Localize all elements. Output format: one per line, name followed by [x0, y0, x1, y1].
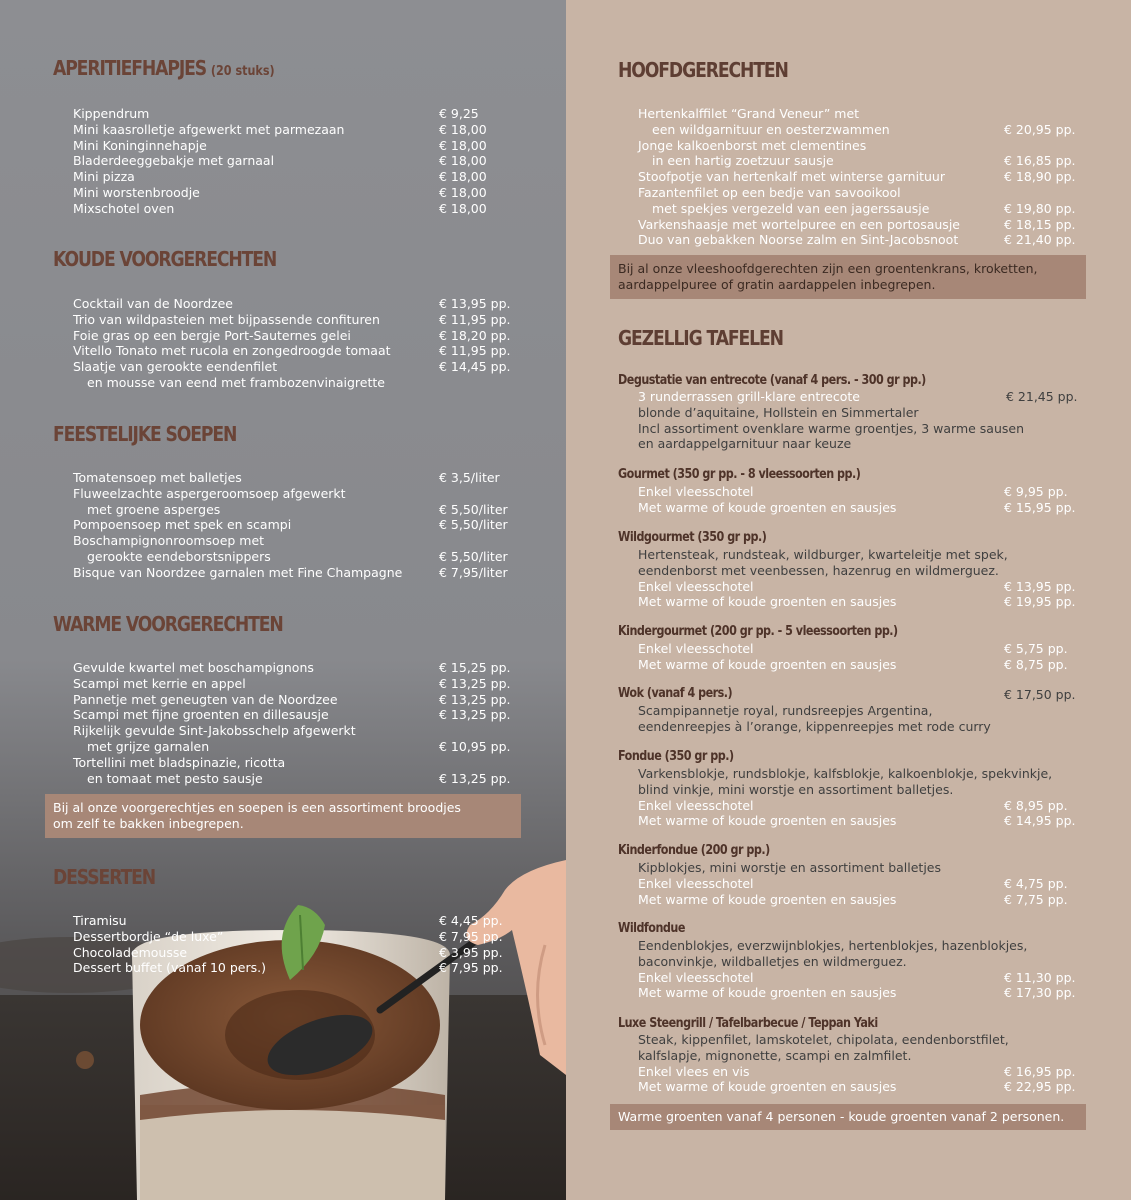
section-title-aperitief: APERITIEFHAPJES (20 stuks) [53, 56, 275, 80]
menu-item: Met warme of koude groenten en sausjes € 17,30 pp. [638, 985, 1076, 1001]
menu-item: Met warme of koude groenten en sausjes € 22,95 pp. [638, 1079, 1076, 1095]
hoofdgerechten-list [638, 106, 1078, 248]
wildgourmet-list [638, 547, 1078, 610]
menu-description: Varkensblokje, rundsblokje, kalfsblokje, kalkoenblokje, spekvinkje, [638, 766, 1053, 781]
menu-item: € 17,50 pp. [1004, 687, 1076, 702]
groenten-note: Warme groenten vanaf 4 personen - koude groenten vanaf 2 personen. [610, 1104, 1086, 1130]
steengrill-list [638, 1032, 1078, 1095]
menu-item: Met warme of koude groenten en sausjes € 8,75 pp. [638, 656, 1068, 672]
section-title-tafelen: GEZELLIG TAFELEN [618, 326, 783, 350]
menu-description: kalfslapje, mignonette, scampi en zalmfilet. [638, 1047, 912, 1063]
sub-head-fondue: Fondue (350 gr pp.) [618, 749, 734, 764]
menu-item: met spekjes vergezeld van een jagerssausje € 19,80 pp. [652, 200, 1076, 216]
menu-item: Bladerdeeggebakje met garnaal € 18,00 [73, 153, 487, 169]
section-title-hoofdgerechten: HOOFDGERECHTEN [618, 58, 788, 82]
menu-item: Gevulde kwartel met boschampignons € 15,25 pp. [73, 660, 511, 675]
sub-head-kindergourmet: Kindergourmet (200 gr pp. - 5 vleessoorten pp.) [618, 624, 898, 639]
menu-item: Chocolademousse € 3,95 pp. [73, 944, 503, 960]
section-title-soepen: FEESTELIJKE SOEPEN [53, 422, 237, 446]
wok-list [638, 703, 1078, 735]
menu-item: Cocktail van de Noordzee € 13,95 pp. [73, 296, 511, 311]
menu-item: Mini pizza € 18,00 [73, 169, 487, 185]
sub-head-wildfondue: Wildfondue [618, 921, 685, 936]
menu-item: Boschampignonroomsoep met [73, 533, 265, 549]
menu-item: Enkel vleesschotel € 9,95 pp. [638, 484, 1068, 499]
menu-item: Enkel vleesschotel € 4,75 pp. [638, 875, 1068, 891]
menu-item: met groene asperges € 5,50/liter [87, 501, 508, 517]
menu-item: Trio van wildpasteien met bijpassende confituren € 11,95 pp. [73, 311, 511, 327]
menu-item: Varkenshaasje met wortelpuree en een portosausje € 18,15 pp. [638, 216, 1076, 232]
menu-item: Pompoensoep met spek en scampi € 5,50/liter [73, 517, 508, 533]
menu-description: Eendenblokjes, everzwijnblokjes, hertenblokjes, hazenblokjes, [638, 938, 1028, 953]
menu-item: Enkel vleesschotel € 5,75 pp. [638, 641, 1068, 656]
menu-item: met grijze garnalen € 10,95 pp. [87, 738, 511, 754]
sub-head-wildgourmet: Wildgourmet (350 gr pp.) [618, 530, 767, 545]
tiramisu-photo [0, 845, 566, 1200]
section-title-koude: KOUDE VOORGERECHTEN [53, 247, 277, 271]
menu-item: Fazantenfilet op een bedje van savooikool [638, 184, 901, 200]
menu-item: Jonge kalkoenborst met clementines [638, 137, 867, 153]
desserten-list [73, 913, 513, 976]
menu-item: Fluweelzachte aspergeroomsoep afgewerkt [73, 485, 346, 501]
menu-item: Stoofpotje van hertenkalf met winterse garnituur € 18,90 pp. [638, 169, 1076, 185]
menu-item: Enkel vleesschotel € 11,30 pp. [638, 969, 1076, 985]
section-title-desserten: DESSERTEN [53, 865, 156, 889]
menu-description: eendenreepjes à l’orange, kippenreepjes met rode curry [638, 718, 991, 734]
menu-item: Dessertbordje “de luxe” € 7,95 pp. [73, 928, 503, 944]
menu-item: Met warme of koude groenten en sausjes € 7,75 pp. [638, 891, 1068, 907]
menu-item: Incl assortiment ovenklare warme groentjes, 3 warme sausen [638, 420, 1025, 436]
menu-description: eendenborst met veenbessen, hazenrug en wildmerguez. [638, 562, 999, 578]
menu-description: baconvinkje, wildballetjes en wildmerguez. [638, 953, 907, 969]
sub-head-degustatie: Degustatie van entrecote (vanaf 4 pers. - 300 gr pp.) [618, 373, 926, 388]
menu-description: Scampipannetje royal, rundsreepjes Argentina, [638, 703, 933, 718]
soepen-list [73, 470, 513, 581]
menu-item: Rijkelijk gevulde Sint-Jakobsschelp afgewerkt [73, 723, 356, 739]
voorgerechten-note: Bij al onze voorgerechtjes en soepen is een assortiment broodjes om zelf te bakken inbegrepen. [45, 794, 521, 838]
warme-list [73, 660, 513, 786]
menu-item: Mini worstenbroodje € 18,00 [73, 184, 487, 200]
sub-head-gourmet: Gourmet (350 gr pp. - 8 vleessoorten pp.) [618, 467, 861, 482]
menu-item: Mixschotel oven € 18,00 [73, 200, 487, 216]
sub-head-wok: Wok (vanaf 4 pers.) [618, 686, 733, 701]
degustatie-list [638, 389, 1078, 452]
menu-item: Mini Koninginnehapje € 18,00 [73, 137, 487, 153]
menu-item: en mousse van eend met frambozenvinaigrette [87, 374, 385, 390]
menu-item: Foie gras op een bergje Port-Sauternes gelei € 18,20 pp. [73, 327, 511, 343]
menu-item: Hertenkalffilet “Grand Veneur” met [638, 106, 860, 121]
menu-item: Bisque van Noordzee garnalen met Fine Champagne € 7,95/liter [73, 564, 508, 580]
menu-item: gerookte eendeborstsnippers € 5,50/liter [87, 548, 508, 564]
menu-item: een wildgarnituur en oesterzwammen € 20,95 pp. [652, 121, 1076, 137]
menu-item: Vitello Tonato met rucola en zongedroogde tomaat € 11,95 pp. [73, 343, 511, 359]
aperitief-list [73, 106, 513, 217]
menu-item: Scampi met fijne groenten en dillesausje € 13,25 pp. [73, 707, 511, 723]
menu-item: Mini kaasrolletje afgewerkt met parmezaan € 18,00 [73, 121, 487, 137]
menu-item: Scampi met kerrie en appel € 13,25 pp. [73, 675, 511, 691]
hoofdgerechten-note: Bij al onze vleeshoofdgerechten zijn een groentenkrans, kroketten, aardappelpuree of gratin aardappelen inbegrepen. [610, 255, 1086, 299]
menu-description: Steak, kippenfilet, lamskotelet, chipolata, eendenborstfilet, [638, 1032, 1009, 1047]
menu-item: Slaatje van gerookte eendenfilet € 14,45 pp. [73, 359, 511, 375]
menu-item: Tortellini met bladspinazie, ricotta [73, 754, 286, 770]
menu-item: en tomaat met pesto sausje € 13,25 pp. [87, 770, 511, 786]
menu-item: Enkel vleesschotel € 13,95 pp. [638, 578, 1076, 594]
menu-item: Kippendrum € 9,25 [73, 106, 479, 121]
menu-item: Met warme of koude groenten en sausjes € 15,95 pp. [638, 499, 1076, 515]
menu-item: Enkel vlees en vis € 16,95 pp. [638, 1063, 1076, 1079]
menu-item: Dessert buffet (vanaf 10 pers.) € 7,95 pp. [73, 960, 503, 976]
menu-description: blind vinkje, mini worstje en assortiment balletjes. [638, 781, 954, 797]
wildfondue-list [638, 938, 1078, 1001]
sub-head-steengrill: Luxe Steengrill / Tafelbarbecue / Teppan Yaki [618, 1016, 878, 1031]
menu-item: Met warme of koude groenten en sausjes € 19,95 pp. [638, 594, 1076, 610]
section-title-warme: WARME VOORGERECHTEN [53, 612, 283, 636]
menu-item: Tomatensoep met balletjes € 3,5/liter [73, 470, 500, 485]
sub-head-kinderfondue: Kinderfondue (200 gr pp.) [618, 843, 770, 858]
menu-item: en aardappelgarnituur naar keuze [638, 436, 852, 452]
wok-price-row [638, 687, 1078, 703]
menu-item: Pannetje met geneugten van de Noordzee € 13,25 pp. [73, 691, 511, 707]
menu-description: Hertensteak, rundsteak, wildburger, kwarteleitje met spek, [638, 547, 1008, 562]
menu-item: 3 runderrassen grill-klare entrecote € 21,45 pp. [638, 389, 1078, 404]
menu-item: blonde d’aquitaine, Hollstein en Simmertaler [638, 404, 919, 420]
menu-item: Duo van gebakken Noorse zalm en Sint-Jacobsnoot € 21,40 pp. [638, 232, 1076, 248]
kindergourmet-list [638, 641, 1078, 673]
menu-item: Enkel vleesschotel € 8,95 pp. [638, 797, 1068, 813]
kinderfondue-list [638, 860, 1078, 907]
menu-item: in een hartig zoetzuur sausje € 16,85 pp. [652, 153, 1076, 169]
koude-list [73, 296, 513, 391]
gourmet-list [638, 484, 1078, 516]
fondue-list [638, 766, 1078, 829]
menu-item: Tiramisu € 4,45 pp. [73, 913, 503, 928]
menu-item: Met warme of koude groenten en sausjes € 14,95 pp. [638, 813, 1076, 829]
menu-description: Kipblokjes, mini worstje en assortiment balletjes [638, 860, 942, 875]
